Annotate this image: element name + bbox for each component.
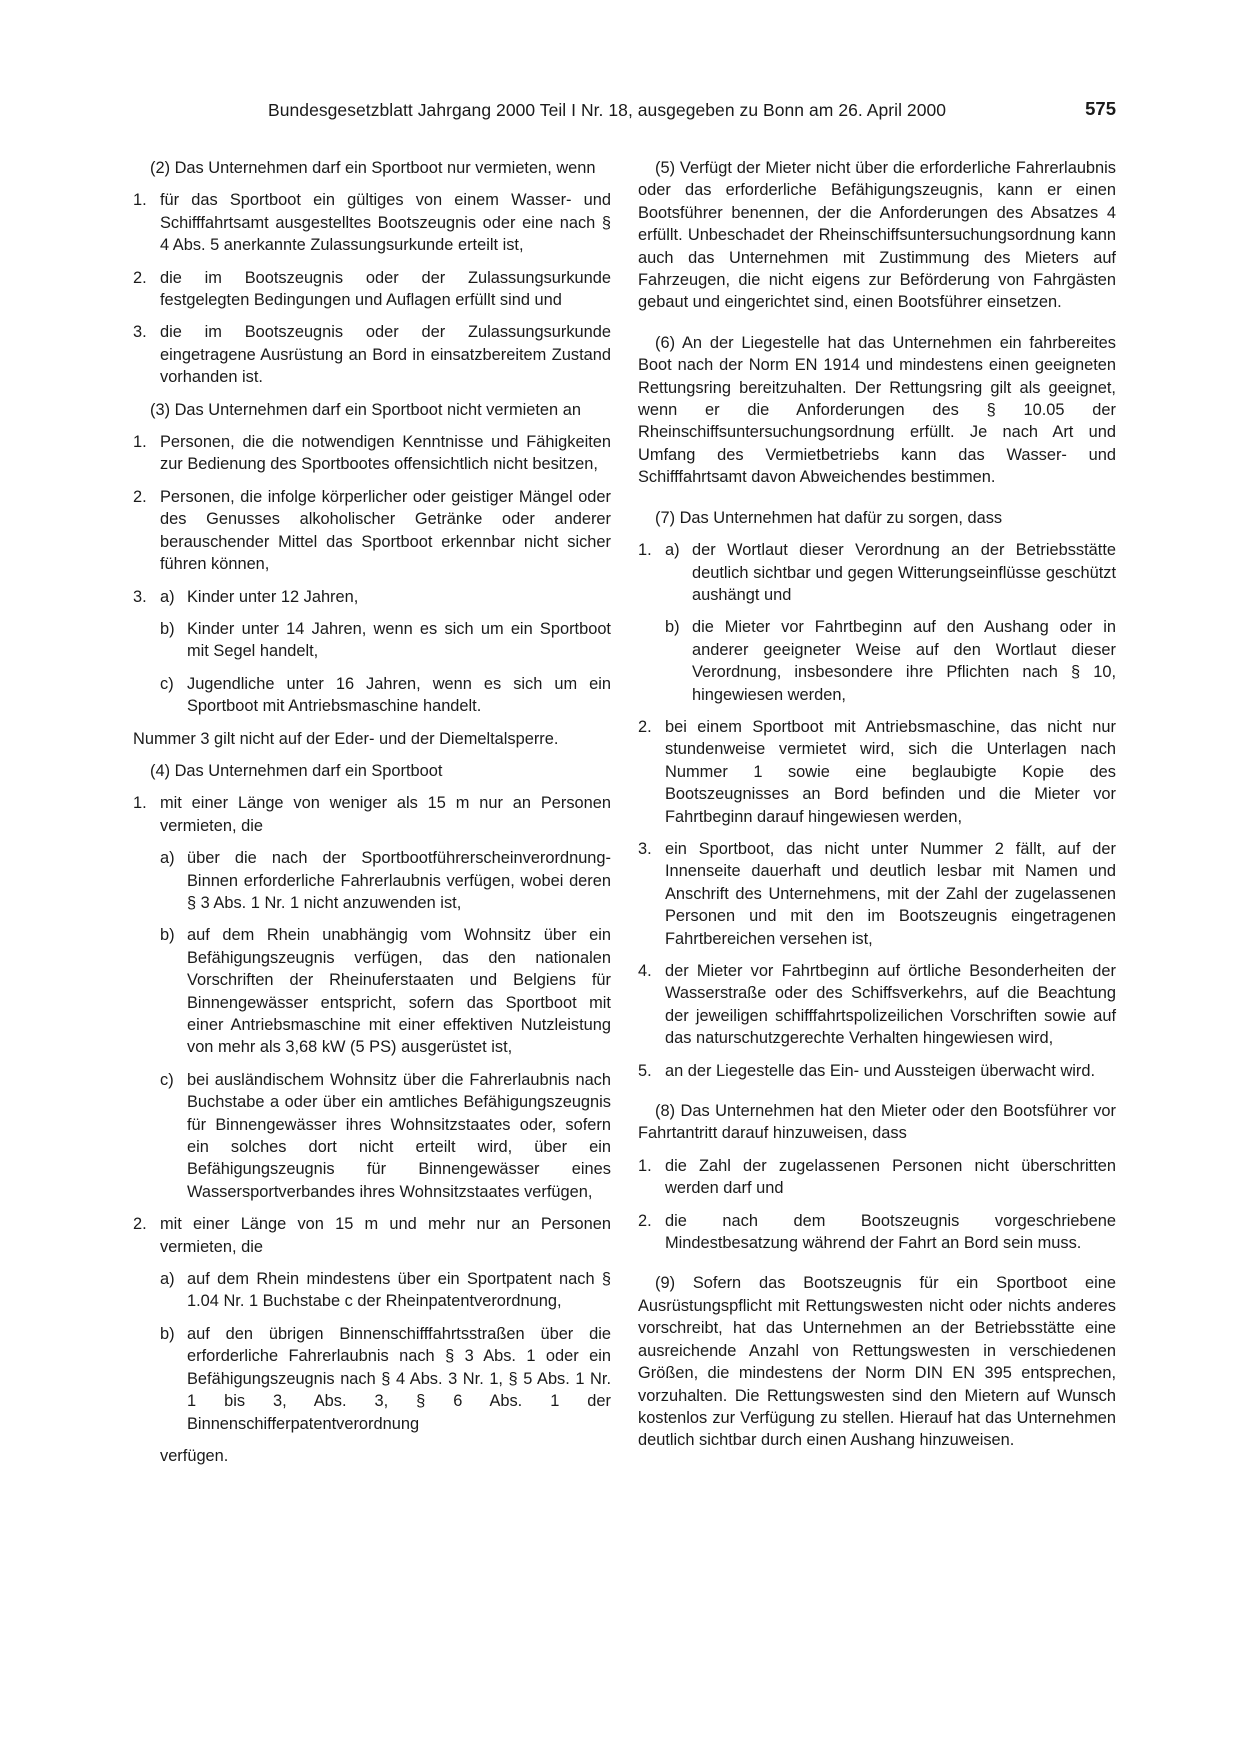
item-number: 1. — [638, 541, 652, 560]
item-letter: b) — [665, 618, 680, 637]
item-text: auf den übrigen Binnenschifffahrtsstraßen über die erforderliche Fahrerlaubnis nach § 3 Abs. 1 oder ein Befähigungszeugnis nach § 4 Abs. 3 Nr. 1, § 5 Abs. 1 Nr. 1 bis 3, Abs. 3, § 6 Abs. 1 der Binnenschifferpatentverordnung — [187, 1324, 611, 1433]
item-letter: b) — [160, 926, 175, 945]
list-item — [133, 1213, 611, 1258]
item-text: mit einer Länge von 15 m und mehr nur an Personen vermieten, die — [160, 1215, 611, 1256]
closing-text: verfügen. — [160, 1446, 229, 1465]
list-item — [133, 586, 611, 608]
list-item — [638, 960, 1116, 1050]
item-text: der Wortlaut dieser Verordnung an der Betriebsstätte deutlich sichtbar und gegen Witterungseinflüsse geschützt aushängt und — [692, 541, 1116, 604]
item-text: auf dem Rhein mindestens über ein Sportpatent nach § 1.04 Nr. 1 Buchstabe c der Rheinpatentverordnung, — [187, 1270, 611, 1311]
item-text: bei ausländischem Wohnsitz über die Fahrerlaubnis nach Buchstabe a oder über ein amtliches Befähigungszeugnis für Binnengewässer ihres Wohnsitzstaates oder, sofern ein solches dort nicht erteilt wird, über ein Befähigungszeugnis für Binnengewässer eines Wassersportverbandes ihres Wohnsitzstaates verfügen, — [187, 1070, 611, 1201]
item-number: 4. — [638, 962, 652, 980]
page-number: 575 — [1085, 98, 1116, 119]
right-column — [638, 157, 1116, 1462]
list-item — [638, 1210, 1116, 1255]
paragraph-7-intro: (7) Das Unternehmen hat dafür zu sorgen, dass — [655, 508, 1003, 527]
note-text: Nummer 3 gilt nicht auf der Eder- und der Diemeltalsperre. — [133, 729, 559, 748]
item-letter: a) — [160, 1270, 175, 1289]
paragraph-6: (6) An der Liegestelle hat das Unternehmen ein fahrbereites Boot nach der Norm EN 1914 und mindestens einen geeigneten Rettungsring bereitzuhalten. Der Rettungsring gilt als geeignet, wenn er die Anforderungen des § 10.05 der Rheinschiffsuntersuchungsordnung erfüllt. Je nach Art und Umfang des Vermietbetriebs kann das Wasser- und Schifffahrtsamt davon Abweichendes bestimmen. — [638, 333, 1116, 487]
list-item — [638, 539, 1116, 606]
sub-item — [133, 1069, 611, 1203]
item-text: Jugendliche unter 16 Jahren, wenn es sich um ein Sportboot mit Antriebsmaschine handelt. — [187, 674, 611, 716]
item-text: auf dem Rhein unabhängig vom Wohnsitz über ein Befähigungszeugnis verfügen, das den nationalen Vorschriften der Rheinuferstaaten und Belgiens für Binnengewässer entspricht, sofern das Sportboot mit einer Antriebsmaschine mit einer effektiven Nutzleistung von mehr als 3,68 kW (5 PS) ausgerüstet ist, — [187, 926, 611, 1057]
item-text: Personen, die infolge körperlicher oder geistiger Mängel oder des Genusses alkoholischer Getränke oder anderer berauschender Mittel das Sportboot erkennbar nicht sicher führen können, — [160, 487, 611, 574]
item-letter: b) — [160, 619, 175, 638]
list-item — [638, 1155, 1116, 1200]
sub-item — [133, 1323, 611, 1435]
list-item — [133, 431, 611, 476]
sub-item — [133, 1268, 611, 1313]
paragraph-9: (9) Sofern das Bootszeugnis für ein Sportboot eine Ausrüstungspflicht mit Rettungswesten nicht oder nichts anderes vorschreibt, hat das Unternehmen an der Betriebsstätte eine ausreichende Anzahl von Rettungswesten in verschiedenen Größen, die mindestens der Norm DIN EN 395 entsprechen, vorzuhalten. Die Rettungswesten sind den Mietern auf Wunsch kostenlos zur Verfügung zu stellen. Hierauf hat das Unternehmen deutlich sichtbar durch einen Aushang hinzuweisen. — [638, 1274, 1116, 1450]
sub-item — [638, 616, 1116, 706]
item-text: für das Sportboot ein gültiges von einem Wasser- und Schifffahrtsamt ausgestelltes Bootszeugnis oder eine nach § 4 Abs. 5 anerkannte Zulassungsurkunde erteilt ist, — [160, 191, 611, 255]
item-text: die im Bootszeugnis oder der Zulassungsurkunde eingetragene Ausrüstung an Bord in einsatzbereitem Zustand vorhanden ist. — [160, 323, 611, 387]
list-item — [638, 1060, 1116, 1082]
paragraph-2-intro: (2) Das Unternehmen darf ein Sportboot nur vermieten, wenn — [150, 159, 596, 177]
item-number: 2. — [133, 487, 147, 506]
item-letter: c) — [160, 1070, 174, 1089]
paragraph-4-intro: (4) Das Unternehmen darf ein Sportboot — [150, 761, 443, 780]
item-text: die im Bootszeugnis oder der Zulassungsurkunde festgelegten Bedingungen und Auflagen erfüllt sind und — [160, 268, 611, 310]
item-letter: a) — [160, 849, 175, 868]
item-text: die nach dem Bootszeugnis vorgeschriebene Mindestbesatzung während der Fahrt an Bord sein muss. — [665, 1211, 1116, 1253]
item-number: 2. — [133, 1215, 147, 1234]
item-text: die Zahl der zugelassenen Personen nicht überschritten werden darf und — [665, 1156, 1116, 1198]
item-number: 1. — [133, 433, 147, 452]
list-item — [133, 321, 611, 388]
item-number: 2. — [638, 717, 652, 736]
list-item — [638, 838, 1116, 950]
item-text: ein Sportboot, das nicht unter Nummer 2 fällt, auf der Innenseite dauerhaft und deutlich lesbar mit Namen und Anschrift des Unternehmens, mit der Zahl der zugelassenen Personen und mit den im Bootszeugnis eingetragenen Fahrtbereichen versehen ist, — [665, 839, 1116, 948]
item-number: 2. — [638, 1211, 652, 1230]
running-header: Bundesgesetzblatt Jahrgang 2000 Teil I Nr. 18, ausgegeben zu Bonn am 26. April 2000 — [268, 100, 947, 120]
item-letter: a) — [665, 541, 680, 560]
item-text: der Mieter vor Fahrtbeginn auf örtliche Besonderheiten der Wasserstraße oder des Schiffsverkehrs, auf die Beachtung der jeweiligen schifffahrtspolizeilichen Vorschriften sowie auf das naturschutzgerechte Verhalten hingewiesen wird, — [665, 962, 1116, 1048]
page-header — [132, 100, 1116, 126]
list-item — [133, 189, 611, 256]
paragraph-8-intro: (8) Das Unternehmen hat den Mieter oder den Bootsführer vor Fahrtantritt darauf hinzuweisen, dass — [638, 1102, 1116, 1143]
sub-item — [133, 847, 611, 914]
list-item — [133, 267, 611, 312]
item-number: 3. — [133, 323, 147, 342]
paragraph-5: (5) Verfügt der Mieter nicht über die erforderliche Fahrerlaubnis oder das erforderliche Befähigungszeugnis, kann er einen Bootsführer benennen, der die Anforderungen des Absatzes 4 erfüllt. Unbeschadet der Rheinschiffsuntersuchungsordnung kann auch das Unternehmen mit Zustimmung des Mieters auf Fahrzeugen, die nicht eigens zur Beförderung von Fahrgästen gebaut und eingerichtet sind, einen Bootsführer einsetzen. — [638, 159, 1116, 312]
paragraph-3-intro: (3) Das Unternehmen darf ein Sportboot nicht vermieten an — [150, 400, 581, 419]
item-number: 2. — [133, 268, 147, 287]
list-item — [638, 716, 1116, 828]
item-number: 3. — [638, 839, 652, 858]
left-column — [133, 157, 611, 1477]
item-text: mit einer Länge von weniger als 15 m nur an Personen vermieten, die — [160, 794, 611, 835]
item-number: 1. — [133, 191, 147, 210]
item-number: 3. — [133, 587, 147, 606]
sub-item — [133, 924, 611, 1058]
item-number: 1. — [133, 794, 147, 813]
list-item — [133, 792, 611, 837]
list-item — [133, 486, 611, 576]
sub-item — [133, 618, 611, 663]
sub-item — [133, 673, 611, 718]
item-text: die Mieter vor Fahrtbeginn auf den Aushang oder in anderer geeigneter Weise auf den Wortlaut dieser Verordnung, insbesondere ihre Pflichten nach § 10, hingewiesen werden, — [692, 618, 1116, 704]
item-text: Kinder unter 14 Jahren, wenn es sich um ein Sportboot mit Segel handelt, — [187, 619, 611, 661]
item-text: Personen, die die notwendigen Kenntnisse und Fähigkeiten zur Bedienung des Sportbootes offensichtlich nicht besitzen, — [160, 433, 611, 474]
item-text: Kinder unter 12 Jahren, — [187, 587, 359, 606]
item-number: 5. — [638, 1061, 652, 1080]
item-letter: c) — [160, 674, 174, 693]
item-text: an der Liegestelle das Ein- und Aussteigen überwacht wird. — [665, 1061, 1096, 1080]
item-letter: a) — [160, 587, 175, 606]
item-number: 1. — [638, 1156, 652, 1175]
item-text: bei einem Sportboot mit Antriebsmaschine, das nicht nur stundenweise vermietet wird, sich die Unterlagen nach Nummer 1 sowie eine beglaubigte Kopie des Bootszeugnisses an Bord befinden und die Mieter vor Fahrtbeginn darauf hingewiesen werden, — [665, 717, 1116, 826]
item-letter: b) — [160, 1324, 175, 1343]
item-text: über die nach der Sportbootführerscheinverordnung-Binnen erforderliche Fahrerlaubnis verfügen, wobei deren § 3 Abs. 1 Nr. 1 nicht anzuwenden ist, — [187, 849, 611, 912]
